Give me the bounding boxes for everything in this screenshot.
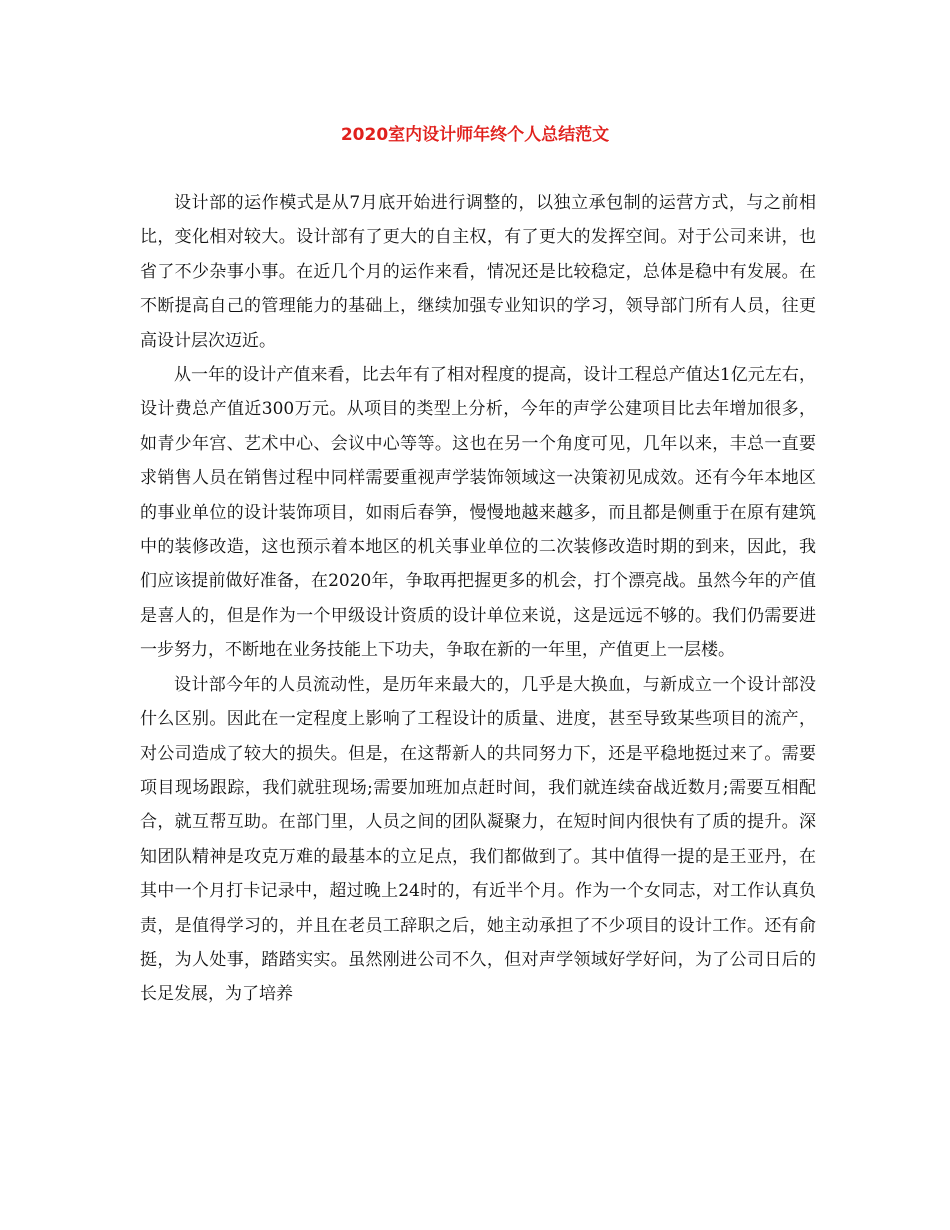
paragraph-3: 设计部今年的人员流动性，是历年来最大的，几乎是大换血，与新成立一个设计部没什么区别。因此在一定程度上影响了工程设计的质量、进度，甚至导致某些项目的流产，对公司造成了较大的损失。但是，在这帮新人的共同努力下，还是平稳地挺过来了。需要项目现场跟踪，我们就驻现场;需要加班加点赶时间，我们就连续奋战近数月;需要互相配合，就互帮互助。在部门里，人员之间的团队凝聚力，在短时间内很快有了质的提升。深知团队精神是攻克万难的最基本的立足点，我们都做到了。其中值得一提的是王亚丹，在其中一个月打卡记录中，超过晚上24时的，有近半个月。作为一个女同志，对工作认真负责，是值得学习的，并且在老员工辞职之后，她主动承担了不少项目的设计工作。还有俞挺，为人处事，踏踏实实。虽然刚进公司不久，但对声学领域好学好问，为了公司日后的长足发展，为了培养 [140,674,816,1005]
paragraph-2: 从一年的设计产值来看，比去年有了相对程度的提高，设计工程总产值达1亿元左右，设计费总产值近300万元。从项目的类型上分析，今年的声学公建项目比去年增加很多，如青少年宫、艺术中心、会议中心等等。这也在另一个角度可见，几年以来，丰总一直要求销售人员在销售过程中同样需要重视声学装饰领域这一决策初见成效。还有今年本地区的事业单位的设计装饰项目，如雨后春笋，慢慢地越来越多，而且都是侧重于在原有建筑中的装修改造，这也预示着本地区的机关事业单位的二次装修改造时期的到来，因此，我们应该提前做好准备，在2020年，争取再把握更多的机会，打个漂亮战。虽然今年的产值是喜人的，但是作为一个甲级设计资质的设计单位来说，这是远远不够的。我们仍需要进一步努力，不断地在业务技能上下功夫，争取在新的一年里，产值更上一层楼。 [140,365,816,661]
document-body [140,186,816,1012]
paragraph-1: 设计部的运作模式是从7月底开始进行调整的，以独立承包制的运营方式，与之前相比，变化相对较大。设计部有了更大的自主权，有了更大的发挥空间。对于公司来讲，也省了不少杂事小事。在近几个月的运作来看，情况还是比较稳定，总体是稳中有发展。在不断提高自己的管理能力的基础上，继续加强专业知识的学习，领导部门所有人员，往更高设计层次迈近。 [140,193,816,351]
document-title: 2020室内设计师年终个人总结范文 [340,125,610,145]
